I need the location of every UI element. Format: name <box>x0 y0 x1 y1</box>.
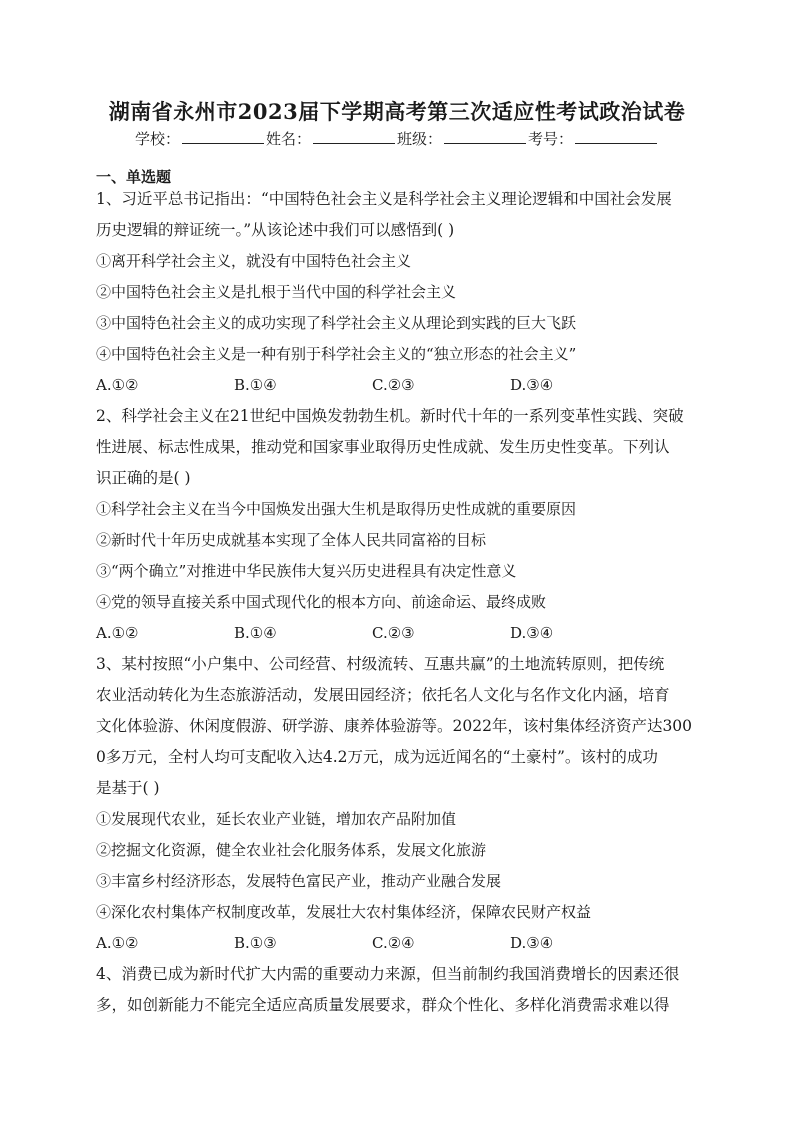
answer-choice[interactable]: C.②③ <box>372 376 415 394</box>
statement-option: ①发展现代农业，延长农业产业链，增加农产品附加值 <box>96 810 457 828</box>
answer-choice[interactable]: C.②③ <box>372 624 415 642</box>
question-stem-line: 性进展、标志性成果，推动党和国家事业取得历史性成就、发生历史性变革。下列认 <box>96 438 670 456</box>
statement-option: ②新时代十年历史成就基本实现了全体人民共同富裕的目标 <box>96 531 487 549</box>
answer-choice[interactable]: A.①② <box>96 934 139 952</box>
question-stem-line: 文化体验游、休闲度假游、研学游、康养体验游等。2022年，该村集体经济资产达300 <box>96 717 693 735</box>
answer-choice[interactable]: B.①③ <box>234 934 277 952</box>
statement-option: ④中国特色社会主义是一种有别于科学社会主义的“独立形态的社会主义” <box>96 345 577 363</box>
statement-option: ①科学社会主义在当今中国焕发出强大生机是取得历史性成就的重要原因 <box>96 500 577 518</box>
question-stem-line: 2、科学社会主义在21世纪中国焕发勃勃生机。新时代十年的一系列变革性实践、突破 <box>96 407 684 425</box>
answer-choice[interactable]: B.①④ <box>234 376 277 394</box>
question-stem-line: 1、习近平总书记指出：“中国特色社会主义是科学社会主义理论逻辑和中国社会发展 <box>96 190 672 208</box>
statement-option: ①离开科学社会主义，就没有中国特色社会主义 <box>96 252 412 270</box>
answer-choice[interactable]: D.③④ <box>510 934 554 952</box>
statement-option: ②挖掘文化资源，健全农业社会化服务体系，发展文化旅游 <box>96 841 487 859</box>
student-info-row <box>0 128 794 149</box>
answer-choice[interactable]: A.①② <box>96 376 139 394</box>
statement-option: ②中国特色社会主义是扎根于当代中国的科学社会主义 <box>96 283 457 301</box>
question-stem-line: 3、某村按照“小户集中、公司经营、村级流转、互惠共赢”的土地流转原则，把传统 <box>96 655 665 673</box>
answer-choices <box>96 370 706 401</box>
question-stem-line: 识正确的是( ) <box>96 469 191 487</box>
school-label: 学校： <box>134 130 180 148</box>
answer-choice[interactable]: D.③④ <box>510 624 554 642</box>
school-blank[interactable] <box>182 129 264 144</box>
number-blank[interactable] <box>575 129 657 144</box>
question-stem-line: 多，如创新能力不能完全适应高质量发展要求，群众个性化、多样化消费需求难以得 <box>96 996 670 1014</box>
question-stem-line: 是基于( ) <box>96 779 160 797</box>
section-heading: 一、单选题 <box>96 168 172 186</box>
name-blank[interactable] <box>313 129 395 144</box>
answer-choice[interactable]: B.①④ <box>234 624 277 642</box>
statement-option: ③中国特色社会主义的成功实现了科学社会主义从理论到实践的巨大飞跃 <box>96 314 577 332</box>
class-label: 班级： <box>397 130 443 148</box>
question-stem-line: 0多万元，全村人均可支配收入达4.2万元，成为远近闻名的“土豪村”。该村的成功 <box>96 748 658 766</box>
statement-option: ④深化农村集体产权制度改革，发展壮大农村集体经济，保障农民财产权益 <box>96 903 592 921</box>
name-label: 姓名： <box>265 130 311 148</box>
statement-option: ④党的领导直接关系中国式现代化的根本方向、前途命运、最终成败 <box>96 593 547 611</box>
statement-option: ③“两个确立”对推进中华民族伟大复兴历史进程具有决定性意义 <box>96 562 517 580</box>
class-blank[interactable] <box>444 129 526 144</box>
answer-choices <box>96 618 706 649</box>
question-stem-line: 历史逻辑的辩证统一。”从该论述中我们可以感悟到( ) <box>96 221 455 239</box>
question-stem-line: 4、消费已成为新时代扩大内需的重要动力来源，但当前制约我国消费增长的因素还很 <box>96 965 680 983</box>
question-stem-line: 农业活动转化为生态旅游活动，发展田园经济；依托名人文化与名作文化内涵，培育 <box>96 686 670 704</box>
statement-option: ③丰富乡村经济形态，发展特色富民产业，推动产业融合发展 <box>96 872 502 890</box>
number-label: 考号： <box>528 130 574 148</box>
page-title: 湖南省永州市2023届下学期高考第三次适应性考试政治试卷 <box>108 99 686 124</box>
answer-choice[interactable]: A.①② <box>96 624 139 642</box>
answer-choices <box>96 928 706 959</box>
answer-choice[interactable]: D.③④ <box>510 376 554 394</box>
answer-choice[interactable]: C.②④ <box>372 934 415 952</box>
